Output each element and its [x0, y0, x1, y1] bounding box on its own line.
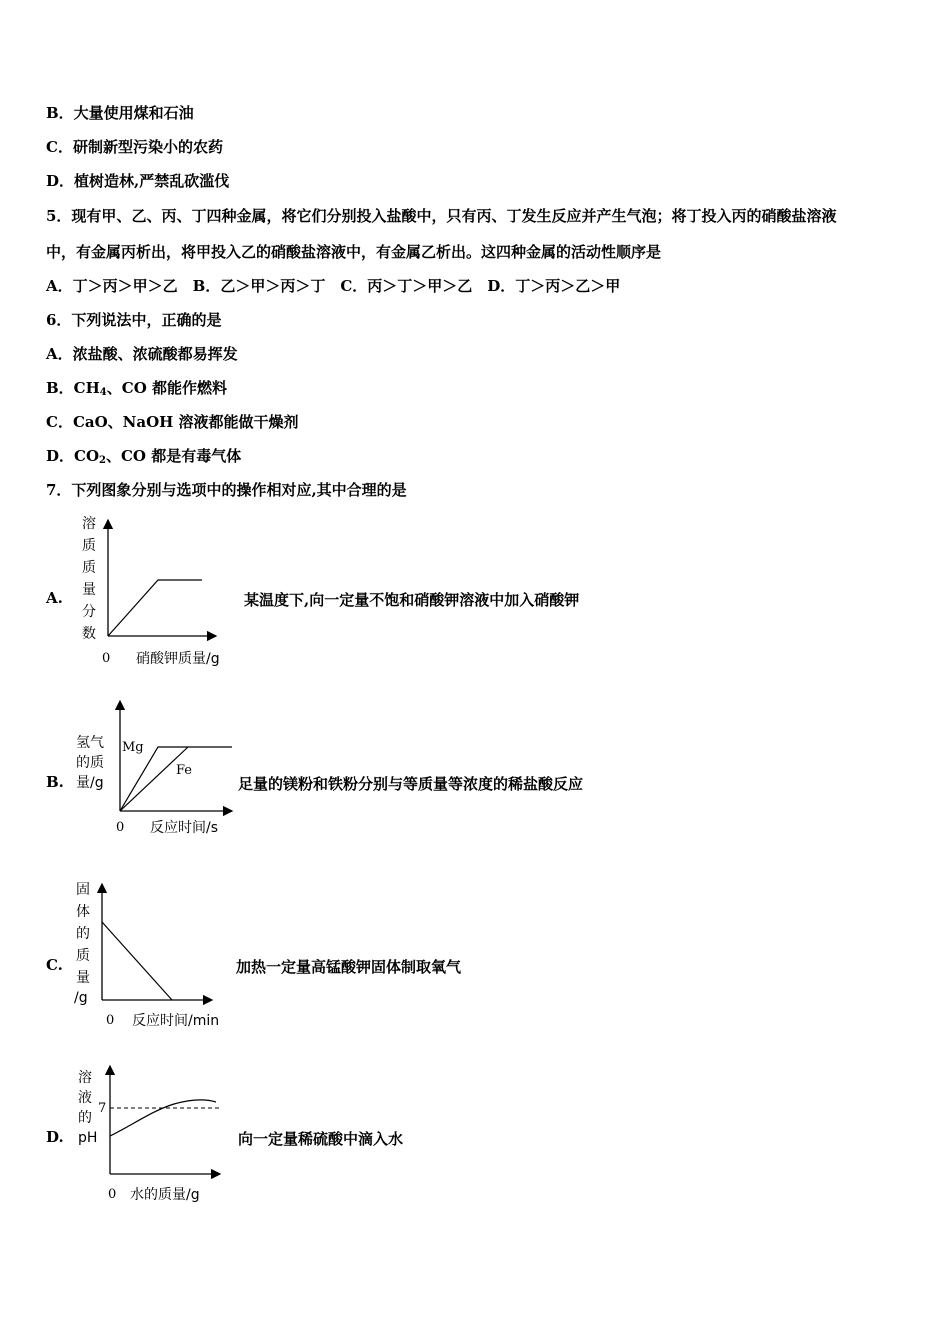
- y-label-1: 溶: [82, 516, 96, 532]
- question-7-option-a-letter: A.: [46, 589, 63, 607]
- y-label-1: 溶: [78, 1070, 92, 1086]
- mg-label: Mg: [122, 740, 144, 755]
- fe-curve: [120, 747, 188, 811]
- y-label-3: 的: [78, 1110, 92, 1126]
- curve: [110, 1100, 216, 1136]
- x-label: 反应时间/s: [150, 820, 219, 836]
- fe-label: Fe: [176, 763, 193, 778]
- question-6-stem: 6．下列说法中，正确的是: [46, 311, 222, 329]
- graph-d: [74, 1062, 234, 1207]
- option-c-line: C．研制新型污染小的农药: [46, 138, 223, 156]
- x-label: 水的质量/g: [130, 1187, 200, 1203]
- y-label-2: 的质: [76, 755, 104, 771]
- x-label: 反应时间/min: [132, 1013, 220, 1029]
- mg-curve: [120, 747, 232, 811]
- y-label-4: 量: [82, 582, 96, 598]
- graph-c: [72, 878, 242, 1033]
- question-7-option-c-text: 加热一定量高锰酸钾固体制取氧气: [236, 958, 462, 976]
- origin-label: 0: [116, 820, 125, 835]
- y-label-1: 氢气: [76, 735, 104, 751]
- question-6-option-a: A．浓盐酸、浓硫酸都易挥发: [46, 345, 238, 363]
- question-5-options: A．丁＞丙＞甲＞乙 B．乙＞甲＞丙＞丁 C．丙＞丁＞甲＞乙 D．丁＞丙＞乙＞甲: [46, 277, 621, 295]
- question-6-option-c: C．CaO、NaOH 溶液都能做干燥剂: [46, 413, 299, 431]
- y-label-3: 量/g: [76, 775, 104, 791]
- curve: [108, 580, 202, 636]
- y-label-2: 体: [76, 904, 90, 920]
- question-7-stem: 7．下列图象分别与选项中的操作相对应,其中合理的是: [46, 481, 407, 499]
- y-label-4: pH: [78, 1130, 98, 1146]
- y-label-4: 质: [76, 948, 90, 964]
- option-d-line: D．植树造林,严禁乱砍滥伐: [46, 172, 230, 190]
- question-7-option-d-text: 向一定量稀硫酸中滴入水: [238, 1130, 404, 1148]
- question-7-option-b-letter: B.: [46, 773, 64, 791]
- question-7-option-d-letter: D.: [46, 1128, 64, 1146]
- curve: [102, 922, 172, 1000]
- question-6-option-d: D．$CO_2$、CO 都是有毒气体: [46, 447, 242, 466]
- origin-label: 0: [106, 1013, 115, 1028]
- graph-a: [76, 510, 246, 675]
- option-b-line: B．大量使用煤和石油: [46, 104, 194, 122]
- y-label-5: 分: [82, 604, 96, 620]
- question-6-option-b: B．$CH_4$、CO 都能作燃料: [46, 379, 227, 398]
- y-label-2: 液: [78, 1090, 92, 1106]
- question-7-option-a-text: 某温度下,向一定量不饱和硝酸钾溶液中加入硝酸钾: [244, 591, 580, 609]
- graph-b: [76, 695, 246, 845]
- question-5-line1: 5．现有甲、乙、丙、丁四种金属，将它们分别投入盐酸中，只有丙、丁发生反应并产生气泡；将丁投入丙的硝酸盐溶液: [46, 207, 837, 225]
- origin-label: 0: [108, 1187, 117, 1202]
- y-label-1: 固: [76, 882, 90, 898]
- question-5-line2: 中，有金属丙析出，将甲投入乙的硝酸盐溶液中，有金属乙析出。这四种金属的活动性顺序是: [46, 243, 662, 261]
- origin-label: 0: [102, 651, 111, 666]
- ph-7-label: 7: [98, 1101, 107, 1116]
- question-7-option-b-text: 足量的镁粉和铁粉分别与等质量等浓度的稀盐酸反应: [238, 775, 584, 793]
- y-label-5: 量: [76, 970, 90, 986]
- y-label-2: 质: [82, 538, 96, 554]
- y-label-3: 质: [82, 560, 96, 576]
- y-label-6: /g: [74, 990, 88, 1006]
- y-label-6: 数: [82, 626, 96, 642]
- x-label: 硝酸钾质量/g: [136, 651, 220, 667]
- y-label-3: 的: [76, 926, 90, 942]
- question-7-option-c-letter: C.: [46, 956, 63, 974]
